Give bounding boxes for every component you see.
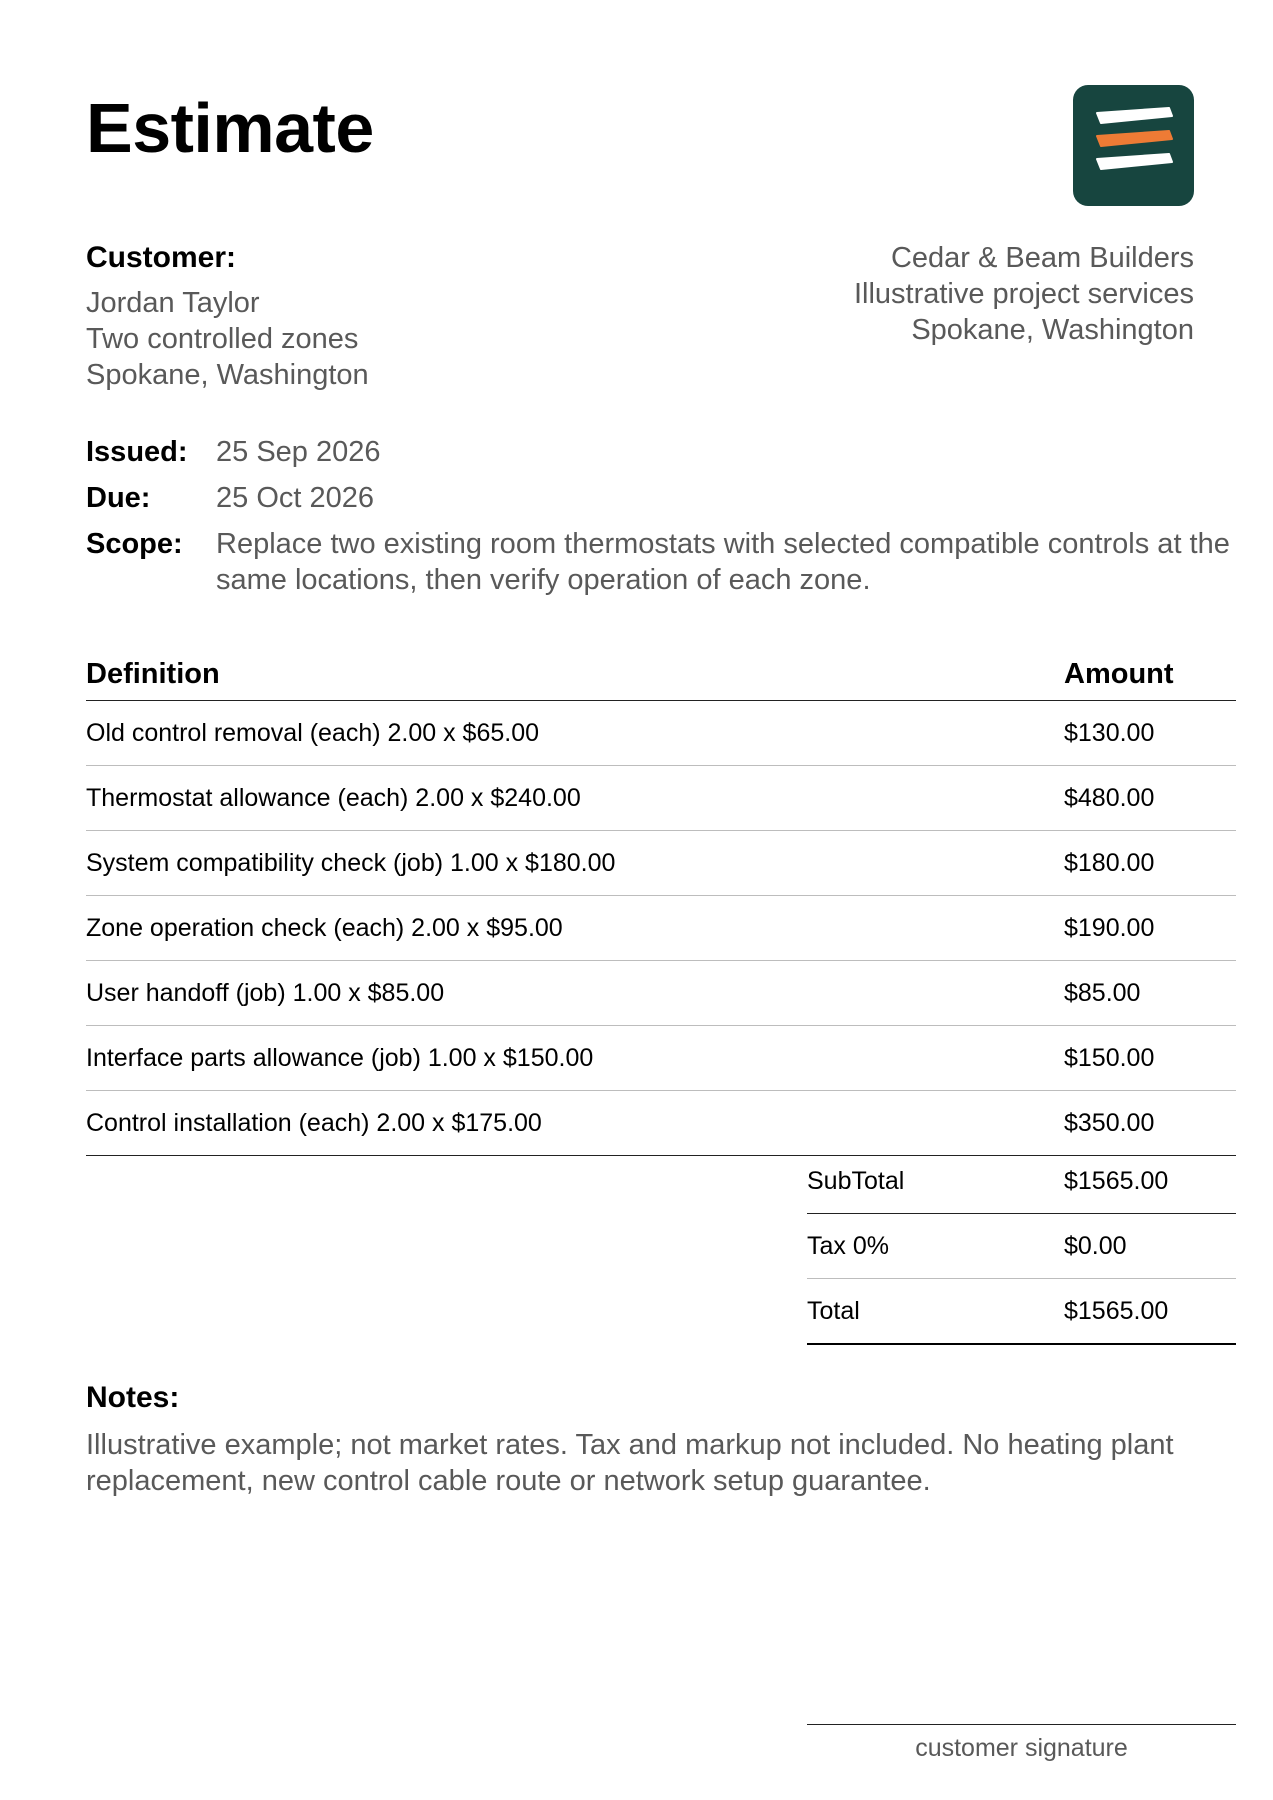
scope-text: Replace two existing room thermostats with selected compatible controls at the same locations, then verify operation of each zone. [216,528,1230,596]
company-logo [1073,85,1194,206]
company-block [854,240,1194,348]
company-name: Cedar & Beam Builders [890,242,1194,274]
table-header-row [86,654,1236,701]
customer-block [86,285,369,393]
table-row [86,1026,1236,1091]
tax-row [807,1214,1236,1279]
table-row [86,831,1236,896]
line-item-amount: $150.00 [1064,1026,1236,1091]
line-items-table [86,654,1236,1156]
signature-label: customer signature [915,1734,1128,1762]
subtotal-value: $1565.00 [1064,1149,1236,1214]
notes-text: Illustrative example; not market rates. Tax and markup not included. No heating plant replacement, new control cable route or network setup guarantee. [86,1429,1174,1497]
issued-date: 25 Sep 2026 [216,436,381,468]
notes-label: Notes: [86,1381,180,1414]
issued-label: Issued: [86,436,188,468]
customer-location: Spokane, Washington [86,359,369,391]
line-item-description: Old control removal (each) 2.00 x $65.00 [86,701,1064,766]
total-label: Total [807,1279,1064,1345]
table-row [86,896,1236,961]
stacked-layers-icon [1073,85,1194,206]
totals-table [807,1149,1236,1345]
tax-label: Tax 0% [807,1214,1064,1279]
table-row [86,961,1236,1026]
customer-zones: Two controlled zones [86,323,359,355]
issued-row [86,434,1236,470]
column-header-amount: Amount [1064,654,1236,701]
due-label: Due: [86,482,151,514]
table-row [86,701,1236,766]
line-item-amount: $180.00 [1064,831,1236,896]
line-item-amount: $480.00 [1064,766,1236,831]
document-title: Estimate [86,89,374,167]
line-item-description: Interface parts allowance (job) 1.00 x $150.00 [86,1026,1064,1091]
scope-row [86,526,1236,598]
due-date: 25 Oct 2026 [216,482,374,514]
estimate-meta [86,434,1236,608]
table-row [86,766,1236,831]
line-item-amount: $350.00 [1064,1091,1236,1156]
subtotal-label: SubTotal [807,1149,1064,1214]
total-value: $1565.00 [1064,1279,1236,1345]
line-item-description: Control installation (each) 2.00 x $175.00 [86,1091,1064,1156]
line-item-amount: $190.00 [1064,896,1236,961]
company-tagline: Illustrative project services [853,278,1194,310]
customer-name: Jordan Taylor [86,287,260,319]
scope-label: Scope: [86,528,183,560]
line-item-description: Zone operation check (each) 2.00 x $95.00 [86,896,1064,961]
signature-line [807,1724,1236,1725]
line-item-amount: $85.00 [1064,961,1236,1026]
customer-label: Customer: [86,241,237,274]
tax-value: $0.00 [1064,1214,1236,1279]
table-row [86,1091,1236,1156]
line-item-description: Thermostat allowance (each) 2.00 x $240.00 [86,766,1064,831]
due-row [86,480,1236,516]
total-row [807,1279,1236,1345]
line-item-amount: $130.00 [1064,701,1236,766]
line-item-description: System compatibility check (job) 1.00 x $180.00 [86,831,1064,896]
company-location: Spokane, Washington [911,314,1194,346]
column-header-definition: Definition [86,654,1064,701]
subtotal-row [807,1149,1236,1214]
line-item-description: User handoff (job) 1.00 x $85.00 [86,961,1064,1026]
